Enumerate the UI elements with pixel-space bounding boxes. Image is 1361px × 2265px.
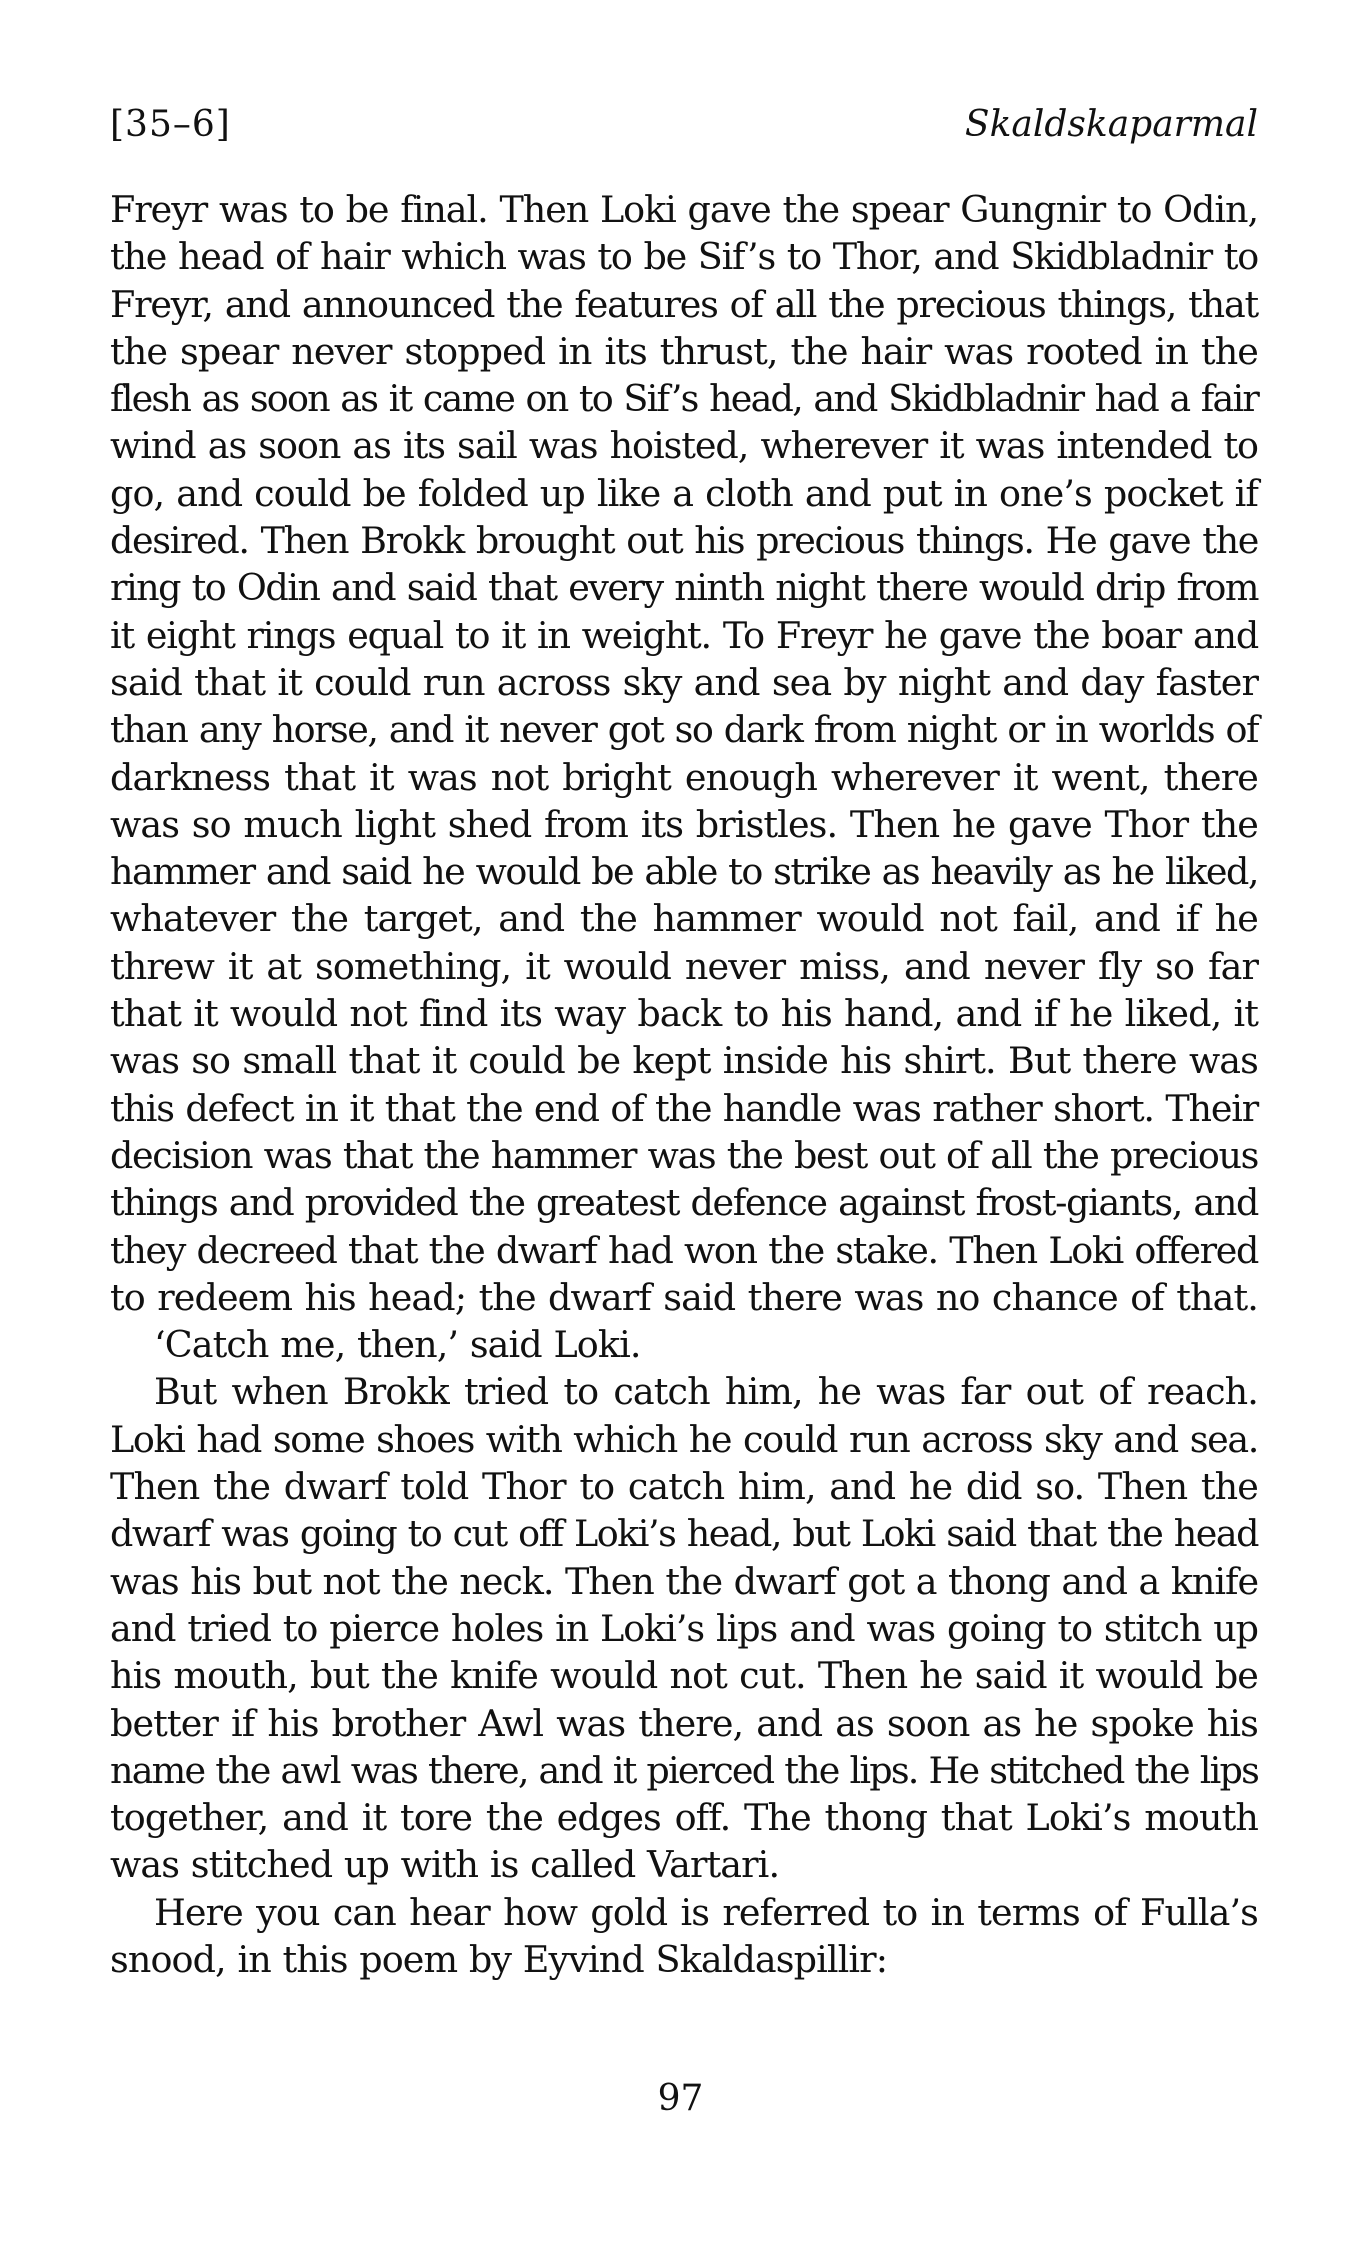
text-line: and tried to pierce holes in Loki’s lips and was going to stitch up: [110, 1606, 1258, 1650]
text-line: desired. Then Brokk brought out his precious things. He gave the: [110, 519, 1258, 563]
text-line: Loki had some shoes with which he could run across sky and sea.: [110, 1417, 1258, 1461]
text-line: hammer and said he would be able to strike as heavily as he liked,: [110, 850, 1258, 894]
text-line: said that it could run across sky and sea by night and day faster: [110, 660, 1258, 704]
text-line: the spear never stopped in its thrust, the hair was rooted in the: [110, 329, 1258, 373]
text-line: darkness that it was not bright enough wherever it went, there: [110, 755, 1258, 799]
text-line: dwarf was going to cut off Loki’s head, but Loki said that the head: [110, 1512, 1258, 1556]
text-line: it eight rings equal to it in weight. To Freyr he gave the boar and: [110, 613, 1258, 657]
text-line: flesh as soon as it came on to Sif’s head, and Skidbladnir had a fair: [110, 377, 1258, 421]
text-line: was so small that it could be kept inside his shirt. But there was: [110, 1039, 1258, 1083]
text-line: things and provided the greatest defence against frost-giants, and: [110, 1181, 1258, 1225]
text-line: go, and could be folded up like a cloth and put in one’s pocket if: [110, 471, 1258, 515]
text-line: Here you can hear how gold is referred to in terms of Fulla’s: [154, 1890, 1258, 1934]
text-line: Freyr was to be final. Then Loki gave the spear Gungnir to Odin,: [110, 188, 1258, 231]
text-line: name the awl was there, and it pierced the lips. He stitched the lips: [110, 1748, 1258, 1792]
text-line: they decreed that the dwarf had won the stake. Then Loki offered: [110, 1228, 1258, 1272]
page-number: 97: [657, 2078, 704, 2119]
text-line: Freyr, and announced the features of all the precious things, that: [110, 282, 1258, 326]
text-line: decision was that the hammer was the best out of all the precious: [110, 1133, 1258, 1177]
text-line: snood, in this poem by Eyvind Skaldaspillir:: [110, 1937, 888, 1981]
page-range: [35–6]: [110, 104, 231, 145]
text-line: to redeem his head; the dwarf said there was no chance of that.: [110, 1275, 1258, 1319]
text-line: was stitched up with is called Vartari.: [110, 1843, 780, 1887]
text-line: Then the dwarf told Thor to catch him, and he did so. Then the: [110, 1465, 1258, 1509]
text-line: ‘Catch me, then,’ said Loki.: [154, 1323, 641, 1367]
text-line: than any horse, and it never got so dark from night or in worlds of: [110, 708, 1258, 752]
text-line: ring to Odin and said that every ninth night there would drip from: [110, 566, 1258, 610]
text-line: his mouth, but the knife would not cut. Then he said it would be: [110, 1654, 1258, 1698]
text-line: threw it at something, it would never miss, and never fly so far: [110, 944, 1258, 988]
running-head: [110, 104, 1258, 156]
text-line: that it would not find its way back to his hand, and if he liked, it: [110, 992, 1258, 1036]
text-line: was his but not the neck. Then the dwarf got a thong and a knife: [110, 1559, 1258, 1603]
body-text: [110, 186, 1258, 1983]
text-line: But when Brokk tried to catch him, he was far out of reach.: [154, 1370, 1258, 1414]
text-line: was so much light shed from its bristles. Then he gave Thor the: [110, 802, 1258, 846]
text-line: together, and it tore the edges off. The thong that Loki’s mouth: [110, 1796, 1258, 1840]
text-line: the head of hair which was to be Sif’s to Thor, and Skidbladnir to: [110, 235, 1258, 279]
text-line: this defect in it that the end of the handle was rather short. Their: [110, 1086, 1258, 1130]
text-line: better if his brother Awl was there, and as soon as he spoke his: [110, 1701, 1258, 1745]
section-title: Skaldskaparmal: [964, 104, 1258, 145]
text-line: wind as soon as its sail was hoisted, wherever it was intended to: [110, 424, 1258, 468]
text-line: whatever the target, and the hammer would not fail, and if he: [110, 897, 1258, 941]
